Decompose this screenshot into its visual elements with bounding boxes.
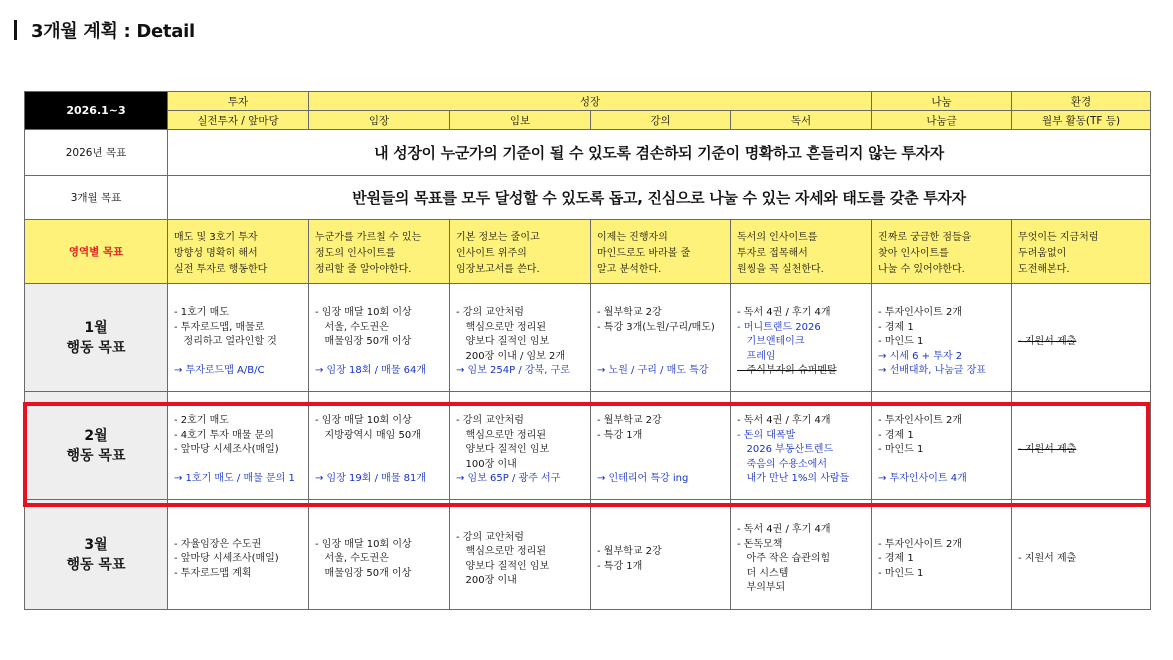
action-line: 2026 부동산트렌드 (737, 444, 834, 456)
month-label (25, 500, 168, 610)
action-line: - 경제 1 (878, 321, 914, 333)
month-row (25, 284, 1151, 392)
action-line: 프레임 (737, 350, 776, 362)
action-line: → 시세 6 + 투자 2 (878, 350, 963, 362)
action-cell (591, 284, 731, 392)
subhead-lecture: 강의 (591, 111, 731, 130)
action-line: 기브앤테이크 (737, 336, 805, 348)
action-line: 200장 이내 / 임보 2개 (456, 350, 566, 362)
action-line: 양보다 질적인 임보 (456, 560, 550, 572)
action-cell (731, 284, 872, 392)
action-line (315, 458, 443, 473)
group-header-growth: 성장 (309, 92, 872, 111)
action-line: 200장 이내 (456, 575, 517, 586)
action-line: - 마인드 1 (878, 336, 924, 348)
year-goal-text: 내 성장이 누군가의 기준이 될 수 있도록 겸손하되 기준이 명확하고 흔들리지 않는 투자자 (168, 130, 1151, 176)
action-cell (450, 284, 591, 392)
area-goal-line: 알고 분석한다. (597, 263, 662, 275)
action-line: → 임보 65P / 광주 서구 (456, 473, 561, 485)
month-label-name: 2월 (84, 427, 108, 444)
action-line (597, 350, 724, 365)
area-goal-line: 독서의 인사이트를 (737, 231, 818, 243)
area-goal-line: 찾아 인사이트를 (878, 247, 949, 259)
action-cell (1012, 500, 1151, 610)
area-goal-line: 누군가를 가르칠 수 있는 (315, 231, 422, 243)
action-line: 부의부되 (737, 582, 786, 594)
action-line: - 1호기 매도 (174, 307, 229, 319)
action-line: 더 시스템 (737, 567, 789, 579)
action-cell (591, 500, 731, 610)
action-line: - 투자로드맵 계획 (174, 567, 252, 579)
action-cell (1012, 392, 1151, 500)
action-line (597, 335, 724, 350)
area-goal-line: 진짜로 궁금한 점들을 (878, 231, 972, 243)
action-cell (168, 500, 309, 610)
action-cell (872, 392, 1012, 500)
action-line: 100장 이내 (456, 458, 517, 470)
action-line: - 월부학교 2강 (597, 546, 662, 557)
action-line: → 임장 19회 / 매물 81개 (315, 473, 427, 485)
action-line: → 투자로드맵 A/B/C (174, 365, 265, 377)
action-line: 서울, 수도권은 (315, 321, 389, 333)
area-goal-line: 임장보고서를 쓴다. (456, 263, 540, 275)
area-goal-line: 정도의 인사이트를 (315, 247, 396, 259)
action-line: - 앞마당 시세조사(매일) (174, 444, 279, 456)
action-line (315, 443, 443, 458)
area-goal-cell (168, 220, 309, 284)
action-line: 주식부자의 슈퍼멘탈 (737, 365, 837, 377)
action-line: → 인테리어 특강 ing (597, 473, 689, 485)
action-line: - 월부학교 2강 (597, 415, 662, 427)
subhead-activities: 월부 활동(TF 등) (1012, 111, 1151, 130)
action-line: 핵심으로만 정리된 (456, 321, 546, 333)
area-goal-line: 방향성 명확히 해서 (174, 247, 258, 259)
subhead-fieldwork: 임장 (309, 111, 450, 130)
quarter-goal-row (25, 176, 1151, 220)
action-line: 핵심으로만 정리된 (456, 546, 546, 557)
action-line (174, 458, 302, 473)
action-line: → 선배대화, 나눔글 장표 (878, 365, 987, 377)
group-header-sharing: 나눔 (872, 92, 1012, 111)
quarter-goal-text: 반원들의 목표를 모두 달성할 수 있도록 돕고, 진심으로 나눌 수 있는 자세와 태도를 갖춘 투자자 (168, 176, 1151, 220)
action-line: 매물임장 50개 이상 (315, 567, 412, 579)
action-line: - 돈의 대폭발 (737, 429, 796, 441)
subhead-investment: 실전투자 / 앞마당 (168, 111, 309, 130)
action-line: - 지원서 제출 (1018, 553, 1077, 565)
action-line: - 특강 1개 (597, 429, 643, 441)
action-line: - 투자인사이트 2개 (878, 307, 962, 319)
area-goal-row (25, 220, 1151, 284)
action-line: - 월부학교 2강 (597, 307, 662, 319)
header-row-subheads (25, 111, 1151, 130)
title-accent-bar (14, 20, 17, 40)
area-goal-cell (731, 220, 872, 284)
area-goal-cell (450, 220, 591, 284)
plan-table (24, 91, 1151, 610)
action-cell (1012, 284, 1151, 392)
area-goal-line: 도전해본다. (1018, 263, 1070, 275)
action-cell (168, 284, 309, 392)
action-line: - 독서 4권 / 후기 4개 (737, 524, 831, 536)
action-line: - 머니트랜드 2026 (737, 321, 821, 333)
area-goal-cell (1012, 220, 1151, 284)
month-label-subtitle: 행동 목표 (66, 556, 126, 573)
action-line: → 노원 / 구리 / 매도 특강 (597, 365, 709, 377)
action-cell (309, 392, 450, 500)
action-line: - 4호기 투자 매물 문의 (174, 429, 274, 441)
action-cell (450, 392, 591, 500)
action-line: → 투자인사이트 4개 (878, 473, 967, 485)
action-line: 양보다 질적인 임보 (456, 444, 550, 456)
action-line: - 투자인사이트 2개 (878, 415, 962, 427)
action-line: - 지원서 제출 (1018, 336, 1077, 348)
action-line: - 2호기 매도 (174, 415, 229, 427)
action-line: - 돈독모책 (737, 538, 783, 550)
group-header-environment: 환경 (1012, 92, 1151, 111)
subhead-report: 임보 (450, 111, 591, 130)
area-goal-cell (309, 220, 450, 284)
subhead-sharing-posts: 나눔글 (872, 111, 1012, 130)
action-line: - 투자인사이트 2개 (878, 538, 962, 550)
month-label-name: 1월 (84, 319, 108, 336)
month-row (25, 500, 1151, 610)
month-label-subtitle: 행동 목표 (66, 447, 126, 464)
action-line: 매물임장 50개 이상 (315, 336, 412, 348)
subhead-reading: 독서 (731, 111, 872, 130)
action-cell (450, 500, 591, 610)
quarter-goal-label: 3개월 목표 (25, 176, 168, 220)
area-goal-line: 투자로 접목해서 (737, 247, 808, 259)
header-row-groups (25, 92, 1151, 111)
area-goal-line: 기본 정보는 줄이고 (456, 231, 540, 243)
action-line (174, 350, 302, 365)
action-line: → 임보 254P / 강북, 구로 (456, 365, 570, 377)
date-range: 2026.1~3 (25, 92, 168, 130)
year-goal-label: 2026년 목표 (25, 130, 168, 176)
action-line: - 마인드 1 (878, 567, 924, 579)
action-line: 양보다 질적인 임보 (456, 336, 550, 348)
month-label (25, 392, 168, 500)
area-goal-line: 이제는 진행자의 (597, 231, 668, 243)
action-line: 아주 작은 습관의힘 (737, 553, 831, 565)
area-goal-line: 두려움없이 (1018, 247, 1067, 259)
month-label (25, 284, 168, 392)
action-cell (731, 392, 872, 500)
action-line: 서울, 수도권은 (315, 553, 389, 565)
area-goal-cell (872, 220, 1012, 284)
action-line: - 강의 교안처럼 (456, 531, 524, 543)
action-line: - 독서 4권 / 후기 4개 (737, 415, 831, 427)
action-line: 정리하고 얼라인할 것 (174, 336, 277, 348)
action-line: 지방광역시 매임 50개 (315, 429, 421, 441)
action-line: - 자율임장은 수도권 (174, 538, 262, 550)
month-label-name: 3월 (84, 536, 108, 553)
action-line: - 강의 교안처럼 (456, 307, 524, 319)
page-title-text: 3개월 계획 : Detail (31, 21, 195, 42)
page-title (14, 18, 195, 42)
area-goal-line: 원씽을 꼭 실천한다. (737, 263, 824, 275)
action-line: - 경제 1 (878, 429, 914, 441)
action-line (315, 350, 443, 365)
action-cell (309, 284, 450, 392)
action-cell (872, 284, 1012, 392)
action-line (597, 443, 724, 458)
action-line: - 특강 3개(노원/구리/매도) (597, 321, 715, 333)
action-line: - 임장 매달 10회 이상 (315, 307, 412, 319)
action-line: 죽음의 수용소에서 (737, 458, 827, 470)
group-header-invest: 투자 (168, 92, 309, 111)
action-line: - 경제 1 (878, 553, 914, 565)
month-row (25, 392, 1151, 500)
action-line: 핵심으로만 정리된 (456, 429, 546, 441)
action-line: - 특강 1개 (597, 560, 643, 572)
action-cell (591, 392, 731, 500)
action-line: - 지원서 제출 (1018, 444, 1077, 456)
action-cell (309, 500, 450, 610)
action-line: → 임장 18회 / 매물 64개 (315, 365, 427, 377)
action-line: - 임장 매달 10회 이상 (315, 415, 412, 427)
area-goal-line: 실전 투자로 행동한다 (174, 263, 268, 275)
action-line: - 마인드 1 (878, 444, 924, 456)
area-goal-line: 마인드로도 바라볼 줄 (597, 247, 691, 259)
action-line (597, 458, 724, 473)
action-line: → 1호기 매도 / 매물 문의 1 (174, 473, 295, 485)
action-line (878, 458, 1005, 473)
action-cell (168, 392, 309, 500)
area-goal-line: 인사이트 위주의 (456, 247, 527, 259)
area-goal-line: 매도 및 3호기 투자 (174, 231, 258, 243)
area-goal-label: 영역별 목표 (25, 220, 168, 284)
area-goal-line: 무엇이든 지금처럼 (1018, 231, 1099, 243)
year-goal-row (25, 130, 1151, 176)
action-line: - 투자로드맵, 매물로 (174, 321, 265, 333)
action-line: - 독서 4권 / 후기 4개 (737, 307, 831, 319)
area-goal-line: 정리할 줄 알아야한다. (315, 263, 412, 275)
month-label-subtitle: 행동 목표 (66, 339, 126, 356)
action-line: - 강의 교안처럼 (456, 415, 524, 427)
area-goal-cell (591, 220, 731, 284)
action-line: - 앞마당 시세조사(매일) (174, 553, 279, 565)
action-cell (872, 500, 1012, 610)
action-cell (731, 500, 872, 610)
action-line: - 임장 매달 10회 이상 (315, 538, 412, 550)
action-line: 내가 만난 1%의 사람들 (737, 473, 850, 485)
area-goal-line: 나눌 수 있어야한다. (878, 263, 965, 275)
